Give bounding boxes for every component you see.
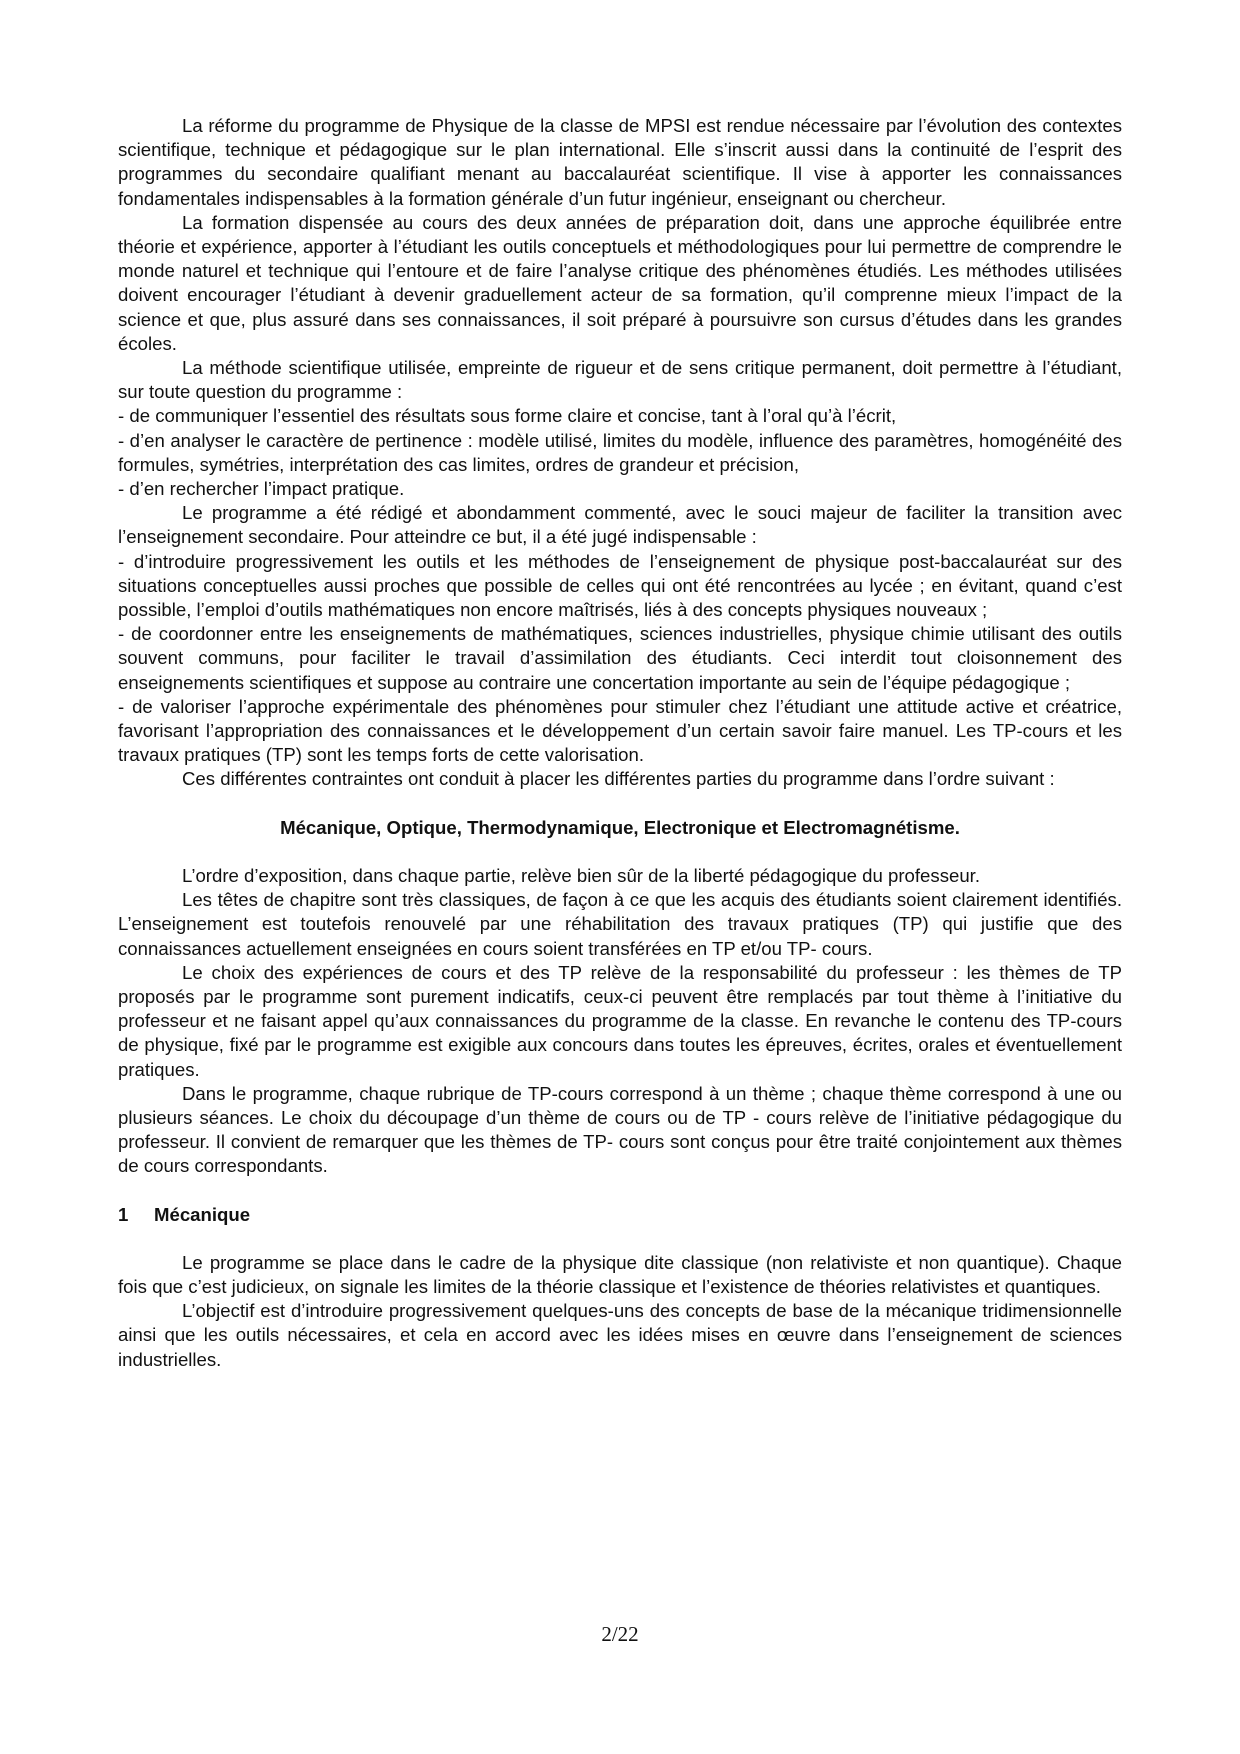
paragraph-contraintes: Ces différentes contraintes ont conduit à placer les différentes parties du programme dans l’ordre suivant :: [182, 768, 1055, 790]
list-item-valoriser: - de valoriser l’approche expérimentale des phénomènes pour stimuler chez l’étudiant une attitude active et créatrice, favorisant l’appropriation des connaissances et le développement d’un certain savoir faire manuel. Les TP-cours et les travaux pratiques (TP) sont les temps forts de cette valorisation.: [118, 695, 1122, 766]
section-title: Mécanique: [154, 1203, 251, 1225]
paragraph-intro: La réforme du programme de Physique de la classe de MPSI est rendue nécessaire par l’évolution des contextes scientifique, technique et pédagogique sur le plan international. Elle s’inscrit aussi dans la continuité de l’esprit des programmes du secondaire qualifiant menant au baccalauréat scientifique. Il vise à apporter les connaissances fondamentales indispensables à la formation générale d’un futur ingénieur, enseignant ou chercheur.: [118, 115, 1122, 209]
paragraph-programme: Le programme a été rédigé et abondamment commenté, avec le souci majeur de faciliter la transition avec l’enseignement secondaire. Pour atteindre ce but, il a été jugé indispensable :: [118, 502, 1122, 548]
paragraph-rubriques: Dans le programme, chaque rubrique de TP-cours correspond à un thème ; chaque thème correspond à une ou plusieurs séances. Le choix du découpage d’un thème de cours ou de TP - cours relève de l’initiative pédagogique du professeur. Il convient de remarquer que les thèmes de TP- cours sont conçus pour être traité conjointement aux thèmes de cours correspondants.: [118, 1082, 1122, 1177]
section-number: 1: [118, 1203, 129, 1225]
section-heading: [118, 1203, 1122, 1227]
paragraph-ordre: L’ordre d’exposition, dans chaque partie, relève bien sûr de la liberté pédagogique du professeur.: [182, 864, 981, 886]
paragraph-choix-experiences: Le choix des expériences de cours et des TP relève de la responsabilité du professeur : les thèmes de TP proposés par le programme sont purement indicatifs, ceux-ci peuvent être remplacés par tout thème à l’initiative du professeur et ne faisant appel qu’aux connaissances du programme de la classe. En revanche le contenu des TP-cours de physique, fixé par le programme est exigible aux concours dans toutes les épreuves, écrites, orales et éventuellement pratiques.: [118, 961, 1122, 1080]
paragraph-tetes-chapitre: Les têtes de chapitre sont très classiques, de façon à ce que les acquis des étudiants soient clairement identifiés. L’enseignement est toutefois renouvelé par une réhabilitation des travaux pratiques (TP) qui justifie que des connaissances actuellement enseignées en cours soient transférées en TP et/ou TP- cours.: [118, 889, 1122, 959]
parts-title: Mécanique, Optique, Thermodynamique, Electronique et Electromagnétisme.: [280, 816, 960, 838]
paragraph-objectif: L’objectif est d’introduire progressivement quelques-uns des concepts de base de la mécanique tridimensionnelle ainsi que les outils nécessaires, et cela en accord avec les idées mises en œuvre dans l’enseignement de sciences industrielles.: [118, 1300, 1122, 1370]
list-item-introduire: - d’introduire progressivement les outils et les méthodes de l’enseignement de physique post-baccalauréat sur des situations conceptuelles aussi proches que possible de celles qui ont été rencontrées au lycée ; en évitant, quand c’est possible, l’emploi d’outils mathématiques non encore maîtrisés, liés à des concepts physiques nouveaux ;: [118, 550, 1122, 621]
page-body: [118, 114, 1122, 1372]
paragraph-cadre: Le programme se place dans le cadre de la physique dite classique (non relativiste et non quantique). Chaque fois que c’est judicieux, on signale les limites de la théorie classique et l’existence de théories relativistes et quantiques.: [118, 1251, 1122, 1297]
list-item-communiquer: - de communiquer l’essentiel des résultats sous forme claire et concise, tant à l’oral qu’à l’écrit,: [118, 405, 897, 427]
list-item-rechercher: - d’en rechercher l’impact pratique.: [118, 478, 405, 500]
paragraph-methode: La méthode scientifique utilisée, empreinte de rigueur et de sens critique permanent, doit permettre à l’étudiant, sur toute question du programme :: [118, 357, 1122, 403]
page-number: 2/22: [601, 1622, 639, 1646]
paragraph-formation: La formation dispensée au cours des deux années de préparation doit, dans une approche équilibrée entre théorie et expérience, apporter à l’étudiant les outils conceptuels et méthodologiques pour lui permettre de comprendre le monde naturel et technique qui l’entoure et de faire l’analyse critique des phénomènes étudiés. Les méthodes utilisées doivent encourager l’étudiant à devenir graduellement acteur de sa formation, qu’il comprenne mieux l’impact de la science et que, plus assuré dans ses connaissances, il soit préparé à poursuivre son cursus d’études dans les grandes écoles.: [118, 211, 1122, 354]
list-item-coordonner: - de coordonner entre les enseignements de mathématiques, sciences industrielles, physique chimie utilisant des outils souvent communs, pour faciliter le travail d’assimilation des étudiants. Ceci interdit tout cloisonnement des enseignements scientifiques et suppose au contraire une concertation importante au sein de l’équipe pédagogique ;: [118, 623, 1122, 693]
list-item-analyser: - d’en analyser le caractère de pertinence : modèle utilisé, limites du modèle, influence des paramètres, homogénéité des formules, symétries, interprétation des cas limites, ordres de grandeur et précision,: [118, 429, 1122, 475]
